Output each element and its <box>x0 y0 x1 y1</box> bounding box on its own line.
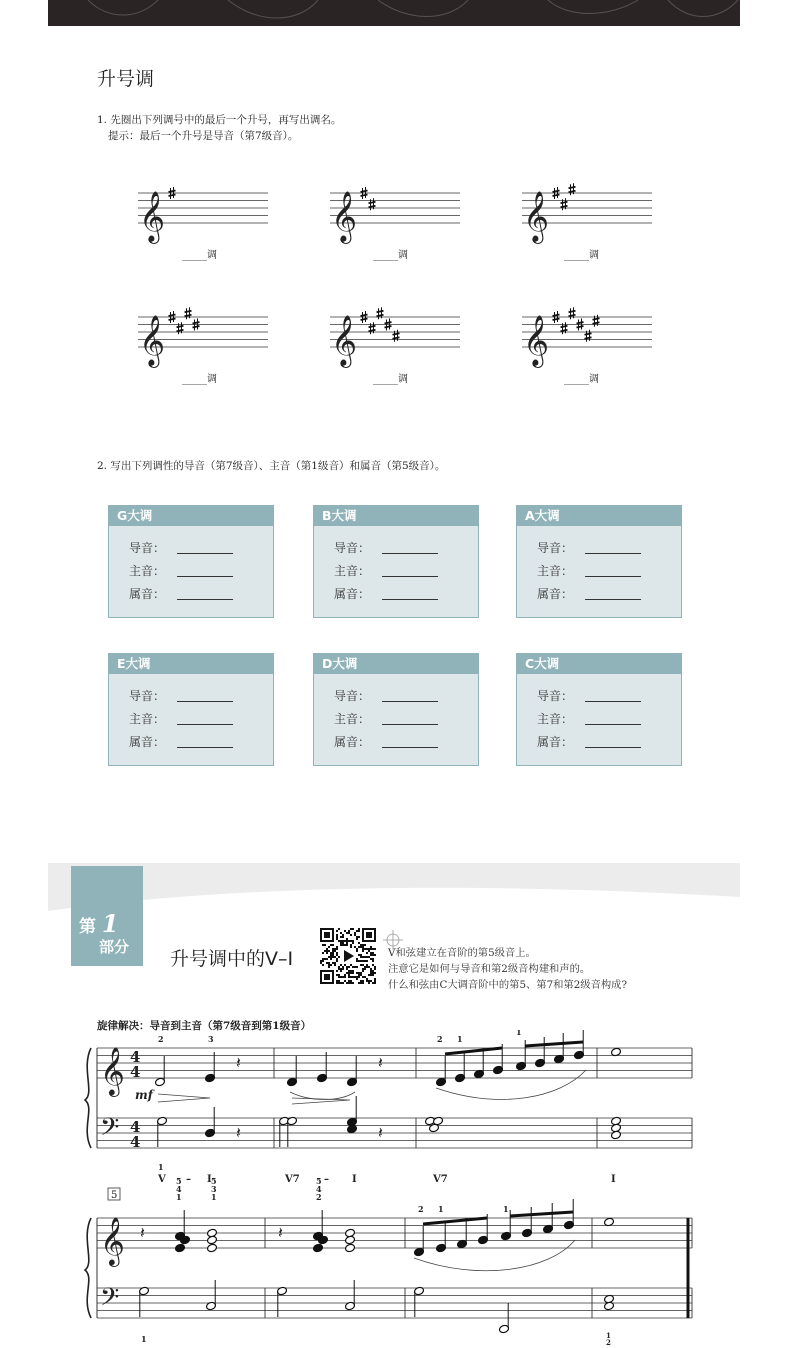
fingering: 2 <box>418 1204 424 1214</box>
hairpin <box>292 1098 350 1104</box>
fingering: 2 <box>606 1338 611 1347</box>
fingering: 3 <box>211 1184 217 1194</box>
fingering: 1 <box>438 1204 444 1214</box>
key-blank-6[interactable]: _____调 <box>564 374 599 385</box>
key-box-title: C大调 <box>517 654 681 674</box>
key-box-label-dominant: 属音： <box>334 587 371 601</box>
answer-line-leading[interactable] <box>177 701 233 702</box>
fingering: 1 <box>211 1192 217 1202</box>
answer-line-tonic[interactable] <box>382 576 438 577</box>
qr-code-icon[interactable] <box>320 928 376 984</box>
fingering: 1 <box>606 1331 611 1340</box>
note <box>313 1243 324 1253</box>
answer-line-leading[interactable] <box>382 553 438 554</box>
music-score <box>0 1030 790 1348</box>
key-box-label-tonic: 主音： <box>334 712 371 726</box>
chord-symbol: V <box>158 1174 166 1185</box>
answer-line-tonic[interactable] <box>585 724 641 725</box>
treble-clef-icon: 𝄞 <box>139 315 166 366</box>
key-box-label-tonic: 主音： <box>537 564 574 578</box>
treble-clef-icon: 𝄞 <box>331 315 358 366</box>
answer-line-dominant[interactable] <box>585 747 641 748</box>
note <box>345 1243 356 1253</box>
slur <box>414 1240 575 1271</box>
bass-clef-icon: 𝄢 <box>100 1113 120 1148</box>
key-box-label-leading: 导音： <box>537 689 574 703</box>
question-2-text: 2. 写出下列调性的导音（第7级音）、主音（第1级音）和属音（第5级音）。 <box>97 460 446 472</box>
beam <box>510 1212 573 1216</box>
fingering: 2 <box>158 1034 164 1044</box>
hairpin <box>158 1094 210 1102</box>
fingering: 1 <box>457 1034 463 1044</box>
score-system-2 <box>85 1176 692 1348</box>
fingering: 1 <box>516 1030 522 1037</box>
fingering: 4 <box>176 1184 182 1194</box>
quarter-rest-icon: 𝄽 <box>236 1053 241 1072</box>
key-box <box>313 505 479 618</box>
melody-heading: 旋律解决：导音到主音（第7级音到第1级音） <box>97 1020 312 1032</box>
part-label-box: 第 1 部分 <box>71 866 143 966</box>
key-box <box>516 505 682 618</box>
desc-line-3: 什么和弦由C大调音阶中的第5、第7和第2级音构成? <box>388 979 627 991</box>
answer-line-tonic[interactable] <box>382 724 438 725</box>
sharp-icon <box>569 183 576 195</box>
sharp-icon <box>369 198 376 210</box>
key-box-title: A大调 <box>517 506 681 526</box>
sharp-icon <box>393 330 400 342</box>
treble-clef-icon: 𝄞 <box>523 315 550 366</box>
measure-number: 5 <box>111 1190 118 1201</box>
key-blank-5[interactable]: _____调 <box>373 374 408 385</box>
key-box-label-dominant: 属音： <box>129 587 166 601</box>
treble-clef-icon: 𝄞 <box>523 191 550 242</box>
dynamic-mark: mf <box>135 1088 153 1102</box>
note <box>207 1243 218 1253</box>
note <box>611 1130 622 1140</box>
chord-symbol: I <box>207 1174 212 1185</box>
key-box-label-tonic: 主音： <box>129 712 166 726</box>
quarter-rest-icon: 𝄽 <box>236 1123 241 1142</box>
chord-symbol: – <box>324 1174 329 1185</box>
time-sig-top: 4 <box>130 1048 141 1066</box>
key-box-title: D大调 <box>314 654 478 674</box>
beam <box>423 1218 487 1224</box>
section-title: 升号调中的V–I <box>170 948 294 970</box>
note <box>175 1243 186 1253</box>
answer-line-tonic[interactable] <box>177 724 233 725</box>
answer-line-dominant[interactable] <box>177 747 233 748</box>
desc-line-2: 注意它是如何与导音和第2级音构建和声的。 <box>388 963 591 975</box>
key-box-label-leading: 导音： <box>537 541 574 555</box>
chord-symbol: I <box>611 1174 616 1185</box>
answer-line-dominant[interactable] <box>382 747 438 748</box>
time-sig-bottom-bass: 4 <box>130 1133 141 1151</box>
sharp-icon <box>569 307 576 319</box>
key-blank-1[interactable]: _____调 <box>182 250 217 261</box>
answer-line-tonic[interactable] <box>585 576 641 577</box>
fingering: 2 <box>437 1034 443 1044</box>
key-box <box>108 505 274 618</box>
bass-clef-icon: 𝄢 <box>100 1283 120 1318</box>
desc-line-1: V和弦建立在音阶的第5级音上。 <box>388 947 536 959</box>
sharp-icon <box>593 315 600 327</box>
fingering: 5 <box>211 1176 217 1186</box>
note <box>345 1235 356 1245</box>
page-title: 升号调 <box>97 68 155 90</box>
key-box-label-dominant: 属音： <box>537 587 574 601</box>
chord-symbol: V7 <box>285 1174 300 1185</box>
fingering: 1 <box>503 1204 509 1214</box>
key-signature-exercises <box>0 0 790 420</box>
key-box-label-tonic: 主音： <box>537 712 574 726</box>
key-box-label-leading: 导音： <box>334 689 371 703</box>
key-box <box>313 653 479 766</box>
sharp-icon <box>561 322 568 334</box>
answer-line-leading[interactable] <box>585 553 641 554</box>
question-1-text: 1. 先圈出下列调号中的最后一个升号，再写出调名。 <box>97 114 342 126</box>
key-blank-2[interactable]: _____调 <box>373 250 408 261</box>
fingering: 4 <box>316 1184 322 1194</box>
key-box <box>108 653 274 766</box>
answer-line-dominant[interactable] <box>585 599 641 600</box>
sharp-icon <box>185 307 192 319</box>
answer-line-leading[interactable] <box>382 701 438 702</box>
treble-clef-icon: 𝄞 <box>139 191 166 242</box>
fingering: 5 <box>316 1176 322 1186</box>
quarter-rest-icon: 𝄽 <box>378 1123 383 1142</box>
key-box-label-dominant: 属音： <box>537 735 574 749</box>
key-box-label-leading: 导音： <box>129 541 166 555</box>
answer-line-leading[interactable] <box>585 701 641 702</box>
key-box-title: G大调 <box>109 506 273 526</box>
fingering: 1 <box>176 1192 182 1202</box>
note <box>207 1235 218 1245</box>
key-box-label-dominant: 属音： <box>129 735 166 749</box>
sharp-icon <box>369 322 376 334</box>
fingering: 3 <box>208 1034 214 1044</box>
chord-symbol: V7 <box>433 1174 448 1185</box>
chord-symbol: – <box>186 1174 191 1185</box>
beam <box>445 1048 502 1054</box>
fingering: 5 <box>176 1176 182 1186</box>
key-box-label-tonic: 主音： <box>129 564 166 578</box>
key-box-label-dominant: 属音： <box>334 735 371 749</box>
quarter-rest-icon: 𝄽 <box>378 1053 383 1072</box>
quarter-rest-icon: 𝄽 <box>278 1223 283 1242</box>
key-box-label-leading: 导音： <box>129 689 166 703</box>
chord-symbol: I <box>352 1174 357 1185</box>
fingering: 2 <box>316 1192 322 1202</box>
sharp-icon <box>561 198 568 210</box>
treble-clef-icon: 𝄞 <box>331 191 358 242</box>
key-box <box>516 653 682 766</box>
answer-line-leading[interactable] <box>177 553 233 554</box>
key-blank-3[interactable]: _____调 <box>564 250 599 261</box>
key-box-label-leading: 导音： <box>334 541 371 555</box>
treble-clef-icon: 𝄞 <box>100 1046 125 1095</box>
key-box-label-tonic: 主音： <box>334 564 371 578</box>
treble-clef-icon: 𝄞 <box>100 1216 125 1265</box>
quarter-rest-icon: 𝄽 <box>140 1223 145 1242</box>
sharp-icon <box>585 330 592 342</box>
key-box-title: E大调 <box>109 654 273 674</box>
time-sig-bottom: 4 <box>130 1063 141 1081</box>
fingering: 1 <box>158 1162 164 1172</box>
score-system-1 <box>85 1030 692 1185</box>
beam <box>525 1042 583 1046</box>
answer-line-tonic[interactable] <box>177 576 233 577</box>
key-blank-4[interactable]: _____调 <box>182 374 217 385</box>
question-1-hint: 提示：最后一个升号是导音（第7级音）。 <box>108 130 299 142</box>
part-banner <box>48 863 740 911</box>
sharp-icon <box>177 322 184 334</box>
answer-line-dominant[interactable] <box>177 599 233 600</box>
key-box-title: B大调 <box>314 506 478 526</box>
sharp-icon <box>377 307 384 319</box>
fingering: 1 <box>141 1334 147 1344</box>
answer-line-dominant[interactable] <box>382 599 438 600</box>
time-sig-top-bass: 4 <box>130 1118 141 1136</box>
part-label: 第 1 <box>79 909 119 938</box>
